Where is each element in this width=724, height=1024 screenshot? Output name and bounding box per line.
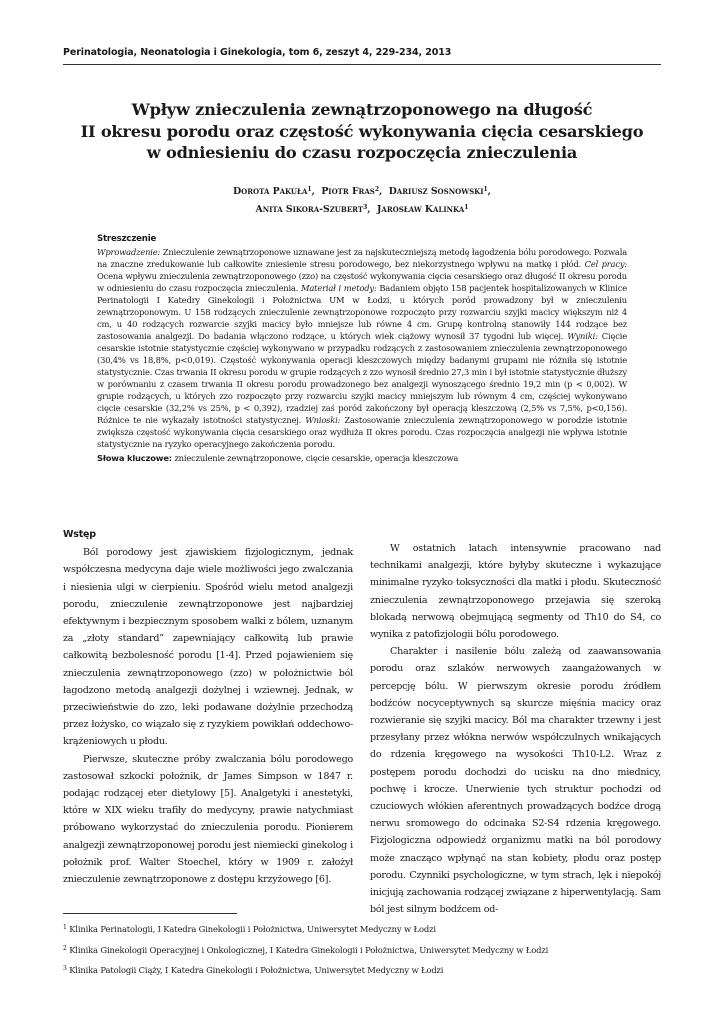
footnote-marker: 2	[63, 944, 67, 952]
body-column-right	[370, 540, 661, 918]
abstract-results-label: Wyniki:	[567, 331, 598, 341]
author-affiliation: 1	[483, 186, 488, 193]
keywords-label: Słowa kluczowe:	[97, 453, 172, 463]
author-affiliation: 1	[464, 203, 469, 211]
body-column-left	[63, 526, 353, 888]
header-rule	[63, 64, 661, 65]
author-affiliation: 2	[374, 186, 380, 193]
paragraph: Charakter i nasilenie bólu zależą od zaawansowania porodu oraz szlaków nerwowych zaangażowanych w percepcję bólu. W pierwszym okresie porodu źródłem bodźców nocyceptywnych są skurcze mięśnia macicy oraz rozwieranie się szyjki macicy. Ból ma charakter trzewny i jest przesyłany przez włókna nerwów współczulnych wnikających do rdzenia kręgowego na wysokości Th10-L2. Wraz z postępem porodu dochodzi do ucisku na dno miednicy, pochwę i krocze. Unerwienie tych struktur pochodzi od czuciowych włókien aferentnych prowadzących bodźce drogą nerwu sromowego do odcinaka S2-S4 rdzenia kręgowego. Fizjologiczna odpowiedź organizmu matki na ból porodowy może znacząco wpłynąć na stan kobiety, płodu oraz postęp porodu. Czynniki psychologiczne, w tym strach, lęk i niepokój inicjują zachowania rodzącej związane z hiperwentylacją. Sam ból jest silnym bodźcem od-	[370, 646, 661, 916]
abstract-text	[97, 246, 627, 450]
abstract-aim-text: Ocena wpływu znieczulenia zewnątrzoponowego (zzo) na częstość wykonywania cięcia cesarskiego oraz długość II okresu porodu w odniesieniu do czasu rozpoczęcia znieczulenia.	[97, 271, 627, 293]
abstract-results-text: Cięcie cesarskie istotnie statystycznie częściej wykonywano w przypadku rodzących z zastosowaniem znieczulenia zewnątrzoponowego (30,4% vs 18,8%, p<0,019). Częstość wykonywania operacji kleszczowych między badanymi grupami nie różniła się istotnie statystycznie. Czas trwania II okresu porodu w grupie rodzących z zzo wynosił średnio 27,3 min i był istotnie statystycznie dłuższy w porównaniu z czasem trwania II okresu porodu prowadzonego bez analgezji wynoszącego średnio 19,2 min (p < 0,002). W grupie rodzących, u których zzo rozpoczęto przy rozwarciu szyjki macicy mniejszym lub równym 4 cm, częściej wykonywano cięcie cesarskie (32,2% vs 25%, p < 0,392), rzadziej zaś poród zakończony był operacją kleszczową (2,5% vs 7,5%, p<0,156). Różnice te nie wykazały istotności statystycznej.	[97, 331, 627, 425]
author-affiliation: 1	[307, 186, 312, 193]
abstract-conclusions-label: Wnioski:	[305, 415, 341, 425]
author-affiliation: 3	[363, 203, 368, 211]
footnote	[63, 919, 683, 940]
authors-line-1: Dorota Pakuła$^1$, Piotr Fras$^2$, Dariusz Sosnowski$^1$,	[233, 186, 491, 197]
abstract-heading: Streszczenie	[97, 234, 157, 244]
paragraph: Pierwsze, skuteczne próby zwalczania bólu porodowego zastosował szkocki położnik, dr James Simpson w 1847 r. podając rodzącej eter dietylowy [5]. Analgetyki i anestetyki, które w XIX wieku trafiły do medycyny, prawie natychmiast próbowano wykorzystać do znieczulenia porodu. Pionierem analgezji zewnątrzoponowej porodu jest niemiecki ginekolog i położnik prof. Walter Stoechel, który w 1909 r. założył znieczulenie zewnątrzoponowe z dostępu krzyżowego [6].	[63, 753, 353, 886]
journal-header: Perinatologia, Neonatologia i Ginekologia, tom 6, zeszyt 4, 229-234, 2013	[63, 47, 452, 58]
title-line-3: w odniesieniu do czasu rozpoczęcia znieczulenia	[146, 143, 578, 162]
footnotes	[63, 919, 683, 981]
keywords	[97, 452, 627, 464]
abstract	[97, 233, 627, 464]
title-line-2: II okresu porodu oraz częstość wykonywania cięcia cesarskiego	[80, 121, 644, 141]
footnote-text: Klinika Ginekologii Operacyjnej i Onkologicznej, I Katedra Ginekologii i Położnictwa, Uniwersytet Medyczny w Łodzi	[69, 944, 549, 955]
footnote-marker: 3	[63, 965, 67, 972]
authors-line-2: Anita Sikora-Szubert$^3$, Jarosław Kalinka$^1$	[255, 203, 469, 215]
author-name: Anita Sikora-Szubert	[255, 203, 364, 215]
abstract-aim-label: Cel pracy:	[584, 259, 627, 269]
footnote-marker: 1	[63, 924, 67, 931]
footnote-text: Klinika Patologii Ciąży, I Katedra Ginekologii i Położnictwa, Uniwersytet Medyczny w Łodzi	[69, 965, 444, 975]
title-line-1: Wpływ znieczulenia zewnątrzoponowego na długość	[131, 100, 593, 119]
author-name: Jarosław Kalinka	[376, 203, 465, 215]
paragraph: Ból porodowy jest zjawiskiem fizjologicznym, jednak współczesna medycyna daje wiele możliwości jego zwalczania i niesienia ulgi w cierpieniu. Spośród wielu metod analgezji porodu, znieczulenie zewnątrzoponowe jest najbardziej efektywnym i bezpiecznym sposobem walki z bólem, uznanym za „złoty standard” zapewniający całkowitą lub prawie całkowitą bezbolesność porodu [1-4]. Przed pojawieniem się znieczulenia zewnątrzoponowego (zzo) w położnictwie ból łagodzono metodą analgezji dożylnej i wziewnej. Jednak, w przeciwieństwie do zzo, leki podawane dożylnie przechodzą przez łożysko, co wiązało się z ryzykiem powikłań oddechowo-krążeniowych u płodu.	[63, 547, 353, 748]
author-name: Dorota Pakuła	[233, 186, 308, 197]
article-title	[63, 99, 661, 164]
section-heading: Wstęp	[63, 529, 96, 540]
footnote	[63, 960, 683, 981]
paragraph: W ostatnich latach intensywnie pracowano nad technikami analgezji, które byłyby skuteczne i wykazujące minimalne ryzyko toksyczności dla matki i płodu. Skuteczność znieczulenia zewnątrzoponowego przejawia się szeroką blokadą nerwową obejmującą segmenty od Th10 do S4, co wynika z patofizjologii bólu porodowego.	[370, 543, 661, 641]
footnote	[63, 940, 683, 961]
abstract-methods-label: Materiał i metody:	[300, 283, 377, 293]
abstract-intro-label: Wprowadzenie:	[97, 247, 161, 257]
abstract-conclusions-text: Zastosowanie znieczulenia zewnątrzoponowego w porodzie istotnie zwiększa częstość wykonywania cięcia cesarskiego oraz wydłuża II okres porodu. Czas rozpoczęcia analgezji nie wpływa istotnie statystycznie na ryzyko operacyjnego zakończenia porodu.	[97, 415, 627, 449]
author-name: Piotr Fras	[321, 186, 375, 197]
author-name: Dariusz Sosnowski	[388, 186, 484, 197]
abstract-methods-text: Badaniem objęto 158 pacjentek hospitalizowanych w Klinice Perinatologii I Katedry Ginekologii i Położnictwa UM w Łodzi, u których poród prowadzony był w znieczuleniu zewnątrzoponowym. U 158 rodzących znieczulenie zewnątrzoponowe rozpoczęto przy rozwarciu szyjki macicy większym niż 4 cm, u 40 rodzących rozwarcie szyjki macicy było mniejsze lub równe 4 cm. Grupę kontrolną stanowiły 144 rodzące bez zastosowania analgezji. Do badania włączono rodzące, u których wiek ciążowy wynosił 37 tygodni lub więcej.	[97, 283, 627, 341]
footnote-text: Klinika Perinatologii, I Katedra Ginekologii i Położnictwa, Uniwersytet Medyczny w Łodzi	[69, 924, 436, 934]
keywords-text: znieczulenie zewnątrzoponowe, cięcie cesarskie, operacja kleszczowa	[174, 453, 459, 463]
author-list	[63, 183, 661, 218]
abstract-intro-text: Znieczulenie zewnątrzoponowe uznawane jest za najskuteczniejszą metodę łagodzenia bólu porodowego. Pozwala na znaczne zredukowanie lub całkowite zniesienie stresu porodowego, bez niekorzystnego wpływu na matkę i płód.	[97, 247, 627, 269]
footnote-rule	[63, 913, 237, 914]
